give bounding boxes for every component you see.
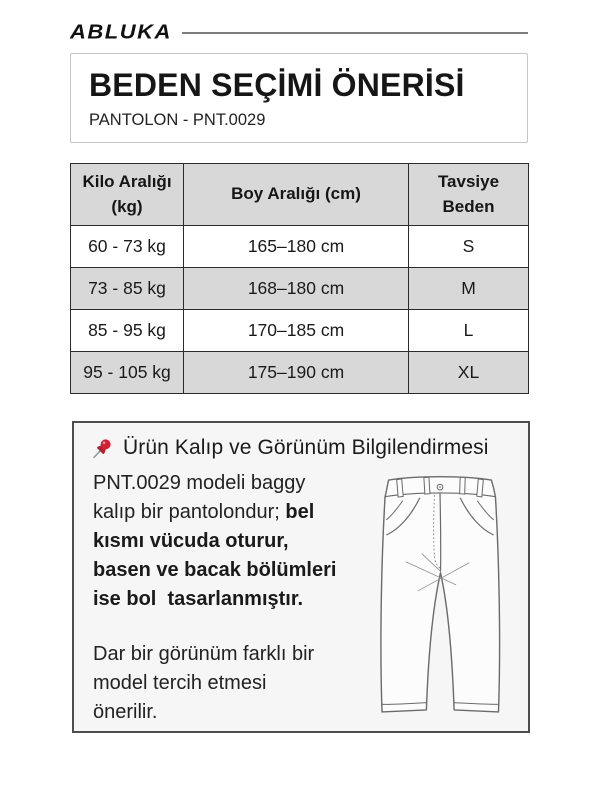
fit-info-card: [72, 421, 530, 733]
header-divider-line: [182, 32, 528, 34]
size-cell: L: [409, 310, 529, 352]
note-line: önerilir.: [93, 701, 158, 723]
size-cell: S: [409, 226, 529, 268]
title-card: [70, 53, 528, 143]
baggy-pants-sketch: [369, 469, 511, 723]
pushpin-icon: [92, 437, 114, 459]
product-code-subtitle: PANTOLON - PNT.0029: [89, 110, 266, 129]
column-header-weight: Kilo Aralığı (kg): [71, 164, 184, 226]
paragraph-line: kısmı vücuda oturur,: [93, 530, 289, 552]
table-header-row: [71, 164, 529, 226]
note-line: model tercih etmesi: [93, 672, 267, 694]
height-cell: 165–180 cm: [184, 226, 409, 268]
size-cell: M: [409, 268, 529, 310]
page-title: BEDEN SEÇİMİ ÖNERİSİ: [89, 67, 465, 103]
size-cell: XL: [409, 352, 529, 394]
height-cell: 170–185 cm: [184, 310, 409, 352]
fit-description: [89, 469, 365, 727]
height-cell: 175–190 cm: [184, 352, 409, 394]
fit-note: [93, 640, 365, 727]
table-row: [71, 226, 529, 268]
column-header-height: Boy Aralığı (cm): [184, 164, 409, 226]
info-card-title: Ürün Kalıp ve Görünüm Bilgilendirmesi: [123, 436, 489, 459]
weight-cell: 95 - 105 kg: [71, 352, 184, 394]
table-row: [71, 352, 529, 394]
weight-cell: 60 - 73 kg: [71, 226, 184, 268]
size-recommendation-table: [70, 163, 529, 394]
paragraph-line: PNT.0029 modeli baggy: [93, 472, 306, 494]
height-cell: 168–180 cm: [184, 268, 409, 310]
paragraph-line: kalıp bir pantolondur; bel: [93, 501, 315, 523]
weight-cell: 85 - 95 kg: [71, 310, 184, 352]
table-row: [71, 310, 529, 352]
weight-cell: 73 - 85 kg: [71, 268, 184, 310]
paragraph-line: basen ve bacak bölümleri: [93, 559, 337, 581]
column-header-size: Tavsiye Beden: [409, 164, 529, 226]
note-line: Dar bir görünüm farklı bir: [93, 643, 315, 665]
pants-image-area: [365, 469, 515, 727]
brand-header: [70, 20, 528, 44]
table-row: [71, 268, 529, 310]
brand-logo: ABLUKA: [70, 20, 172, 44]
paragraph-line: ise bol tasarlanmıştır.: [93, 588, 304, 610]
